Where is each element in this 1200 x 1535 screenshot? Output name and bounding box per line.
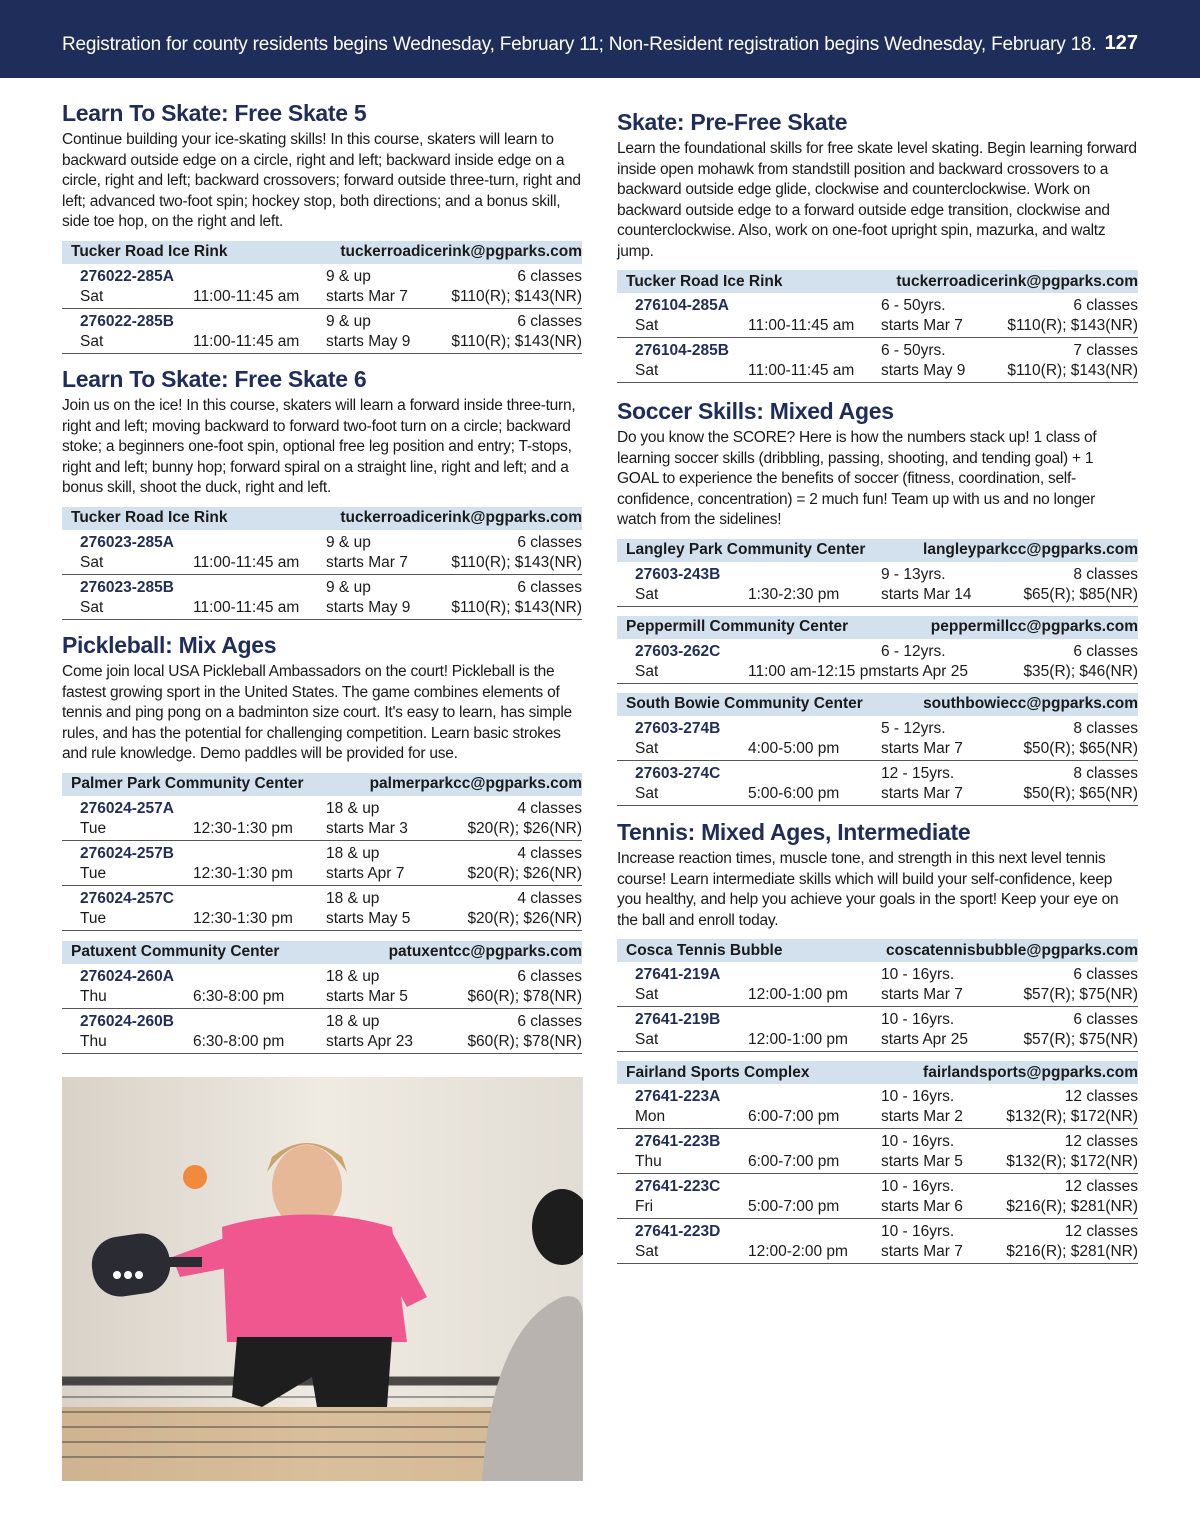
location-email-link[interactable]: tuckerroadicerink@pgparks.com — [896, 272, 1138, 290]
location-name: Tucker Road Ice Rink — [71, 509, 228, 526]
section-free-skate-6 — [62, 366, 582, 620]
course-row — [62, 886, 582, 931]
course-fee: $20(R); $26(NR) — [467, 864, 582, 882]
location-name: South Bowie Community Center — [626, 695, 863, 712]
course-day: Sat — [80, 332, 104, 350]
course-classes: 6 classes — [517, 267, 582, 285]
course-classes: 6 classes — [1073, 966, 1138, 983]
location-header — [617, 1061, 1138, 1084]
course-id: 276023-285A — [80, 533, 174, 551]
course-id: 276024-257A — [80, 799, 174, 817]
course-day: Fri — [635, 1198, 654, 1215]
page-number: 127 — [1104, 32, 1138, 54]
course-row — [617, 562, 1138, 607]
location-name: Patuxent Community Center — [71, 943, 280, 960]
location-email-link[interactable]: tuckerroadicerink@pgparks.com — [340, 243, 582, 260]
course-age: 12 - 15yrs. — [881, 764, 955, 782]
course-row — [62, 264, 582, 309]
course-fee: $50(R); $65(NR) — [1023, 739, 1138, 757]
course-day: Sat — [635, 739, 659, 757]
course-classes: 6 classes — [517, 967, 582, 985]
course-time: 6:00-7:00 pm — [748, 1108, 840, 1125]
course-day: Sat — [635, 1243, 659, 1260]
course-age: 9 & up — [326, 267, 371, 285]
course-classes: 6 classes — [1073, 642, 1138, 660]
location-header — [617, 270, 1138, 293]
registration-notice: Registration for county residents begins Wednesday, February 11; Non-Resident registration begins Wednesday, February 18. — [62, 34, 1097, 55]
course-age: 18 & up — [326, 889, 380, 907]
course-fee: $35(R); $46(NR) — [1023, 662, 1138, 680]
location-block — [617, 539, 1138, 607]
course-time: 1:30-2:30 pm — [748, 585, 840, 603]
course-id: 276104-285B — [635, 342, 729, 359]
course-day: Tue — [80, 864, 107, 882]
section-description: Learn the foundational skills for free skate level skating. Begin learning forward inside open mohawk from standstill position and backward crossovers to a backward outside edge glide, clockwise and counterclockwise. Work on backward outside edge to a forward outside edge transition, clockwise and counterclockwise. Also, work on one-foot upright spin, mazurka, and waltz jump. — [617, 140, 1137, 260]
registration-banner — [0, 0, 1200, 78]
course-start: starts May 5 — [326, 909, 411, 927]
course-fee: $132(R); $172(NR) — [1006, 1153, 1138, 1170]
course-start: starts Mar 14 — [881, 585, 972, 603]
course-day: Sat — [635, 784, 659, 802]
course-row — [617, 639, 1138, 684]
course-age: 18 & up — [326, 844, 380, 862]
course-id: 276022-285B — [80, 312, 174, 330]
course-time: 11:00-11:45 am — [748, 317, 855, 334]
course-day: Sat — [635, 662, 659, 680]
course-classes: 4 classes — [517, 799, 582, 817]
section-title: Learn To Skate: Free Skate 5 — [62, 100, 367, 126]
location-header — [617, 539, 1138, 562]
course-fee: $60(R); $78(NR) — [467, 1032, 582, 1050]
course-time: 6:30-8:00 pm — [193, 987, 285, 1005]
course-day: Mon — [635, 1108, 666, 1125]
course-start: starts May 9 — [881, 362, 966, 379]
course-fee: $20(R); $26(NR) — [467, 819, 582, 837]
course-day: Tue — [80, 819, 107, 837]
course-day: Sat — [635, 362, 659, 379]
course-id: 276022-285A — [80, 267, 174, 285]
location-email-link[interactable]: fairlandsports@pgparks.com — [923, 1063, 1138, 1081]
course-row — [617, 338, 1138, 383]
course-age: 9 & up — [326, 533, 371, 551]
course-fee: $132(R); $172(NR) — [1006, 1108, 1138, 1125]
course-row — [62, 309, 582, 354]
pickleball-player-photo — [62, 1077, 583, 1481]
location-header — [617, 693, 1138, 716]
course-start: starts Apr 23 — [326, 1032, 414, 1050]
course-time: 12:30-1:30 pm — [193, 909, 293, 927]
course-row — [617, 761, 1138, 806]
location-name: Palmer Park Community Center — [71, 775, 304, 792]
course-fee: $65(R); $85(NR) — [1023, 585, 1138, 603]
course-row — [62, 530, 582, 575]
course-classes: 12 classes — [1064, 1133, 1138, 1150]
course-time: 11:00-11:45 am — [748, 362, 855, 379]
section-pre-free-skate — [617, 109, 1138, 383]
course-classes: 6 classes — [517, 578, 582, 596]
section-description: Join us on the ice! In this course, skaters will learn a forward inside three-turn, right and left; moving backward to forward two-foot turn on a circle; backward stoke; a beginners one-foot spin, optional free leg position and entry; T-stops, right and left; bunny hop; forward spiral on a straight line, right and left; and a bonus skill, shoot the duck, right and left. — [62, 397, 576, 496]
course-fee: $57(R); $75(NR) — [1023, 986, 1138, 1003]
course-fee: $110(R); $143(NR) — [451, 553, 582, 571]
course-start: starts Apr 7 — [326, 864, 405, 882]
location-header — [62, 773, 582, 796]
course-classes: 12 classes — [1064, 1088, 1138, 1105]
course-start: starts Mar 2 — [881, 1108, 963, 1125]
course-classes: 6 classes — [517, 1012, 582, 1030]
course-start: starts Mar 7 — [881, 784, 963, 802]
location-name: Langley Park Community Center — [626, 541, 866, 558]
course-day: Sat — [80, 598, 104, 616]
location-name: Tucker Road Ice Rink — [71, 243, 228, 260]
course-row — [62, 1009, 582, 1054]
course-id: 27641-223A — [635, 1088, 721, 1105]
location-email-link[interactable]: southbowiecc@pgparks.com — [923, 695, 1138, 712]
location-header — [62, 941, 582, 964]
course-classes: 8 classes — [1073, 565, 1138, 583]
course-day: Sat — [635, 986, 659, 1003]
course-start: starts May 9 — [326, 598, 411, 616]
course-time: 11:00-11:45 am — [193, 287, 300, 305]
course-age: 10 - 16yrs. — [881, 966, 955, 983]
course-fee: $110(R); $143(NR) — [1007, 317, 1138, 334]
course-fee: $216(R); $281(NR) — [1006, 1198, 1138, 1215]
location-block — [62, 241, 582, 354]
location-email-link[interactable]: peppermillcc@pgparks.com — [930, 618, 1138, 635]
course-age: 9 & up — [326, 578, 371, 596]
course-id: 27603-262C — [635, 642, 721, 660]
course-id: 27603-243B — [635, 565, 721, 583]
course-id: 27603-274C — [635, 764, 721, 782]
course-id: 276024-260A — [80, 967, 174, 985]
location-header — [617, 616, 1138, 639]
course-day: Sat — [635, 317, 659, 334]
course-id: 27641-219B — [635, 1011, 721, 1028]
course-row — [62, 841, 582, 886]
course-age: 18 & up — [326, 967, 380, 985]
location-header — [617, 939, 1138, 962]
course-id: 27641-223B — [635, 1133, 721, 1150]
course-start: starts Mar 7 — [326, 287, 408, 305]
course-row — [617, 1129, 1138, 1174]
course-id: 276104-285A — [635, 297, 729, 314]
course-start: starts May 9 — [326, 332, 411, 350]
course-time: 6:00-7:00 pm — [748, 1153, 840, 1170]
location-block — [617, 270, 1138, 383]
course-day: Sat — [80, 553, 104, 571]
section-title: Tennis: Mixed Ages, Intermediate — [617, 819, 971, 845]
course-age: 6 - 12yrs. — [881, 642, 946, 660]
course-id: 276023-285B — [80, 578, 174, 596]
course-classes: 8 classes — [1073, 764, 1138, 782]
section-description: Increase reaction times, muscle tone, and strength in this next level tennis course! Learn intermediate skills which will build your self-confidence, keep you healthy, and help you achieve your goals in the sport! Keep your eye on the ball and enroll today. — [617, 850, 1119, 929]
course-time: 5:00-6:00 pm — [748, 784, 840, 802]
location-header — [62, 507, 582, 530]
section-title: Pickleball: Mix Ages — [62, 632, 277, 658]
course-age: 18 & up — [326, 1012, 380, 1030]
section-soccer — [617, 398, 1138, 806]
course-fee: $110(R); $143(NR) — [451, 287, 582, 305]
course-row — [62, 964, 582, 1009]
location-email-link[interactable]: langleyparkcc@pgparks.com — [923, 541, 1138, 558]
course-classes: 4 classes — [517, 844, 582, 862]
course-start: starts Mar 5 — [326, 987, 408, 1005]
course-classes: 4 classes — [517, 889, 582, 907]
course-age: 9 - 13yrs. — [881, 565, 946, 583]
course-row — [617, 1219, 1138, 1264]
course-start: starts Mar 6 — [881, 1198, 963, 1215]
course-id: 276024-257B — [80, 844, 174, 862]
course-id: 27641-223D — [635, 1223, 721, 1240]
course-age: 10 - 16yrs. — [881, 1178, 955, 1195]
location-email-link[interactable]: palmerparkcc@pgparks.com — [369, 775, 582, 792]
course-classes: 12 classes — [1064, 1223, 1138, 1240]
course-row — [62, 575, 582, 620]
course-classes: 6 classes — [1073, 1011, 1138, 1028]
course-fee: $20(R); $26(NR) — [467, 909, 582, 927]
section-description: Continue building your ice-skating skills! In this course, skaters will learn to backward outside edge on a circle, right and left; backward inside edge on a circle, right and left; backward crossovers; forward outside three-turn, right and left; advanced two-foot spin; hockey stop, both directions; and a bonus skill, side toe hop, on the right and left. — [62, 131, 581, 230]
course-time: 11:00-11:45 am — [193, 332, 300, 350]
course-id: 27641-223C — [635, 1178, 721, 1195]
section-title: Skate: Pre-Free Skate — [617, 109, 848, 135]
location-name: Tucker Road Ice Rink — [626, 272, 783, 290]
course-start: starts Mar 7 — [881, 986, 963, 1003]
course-row — [617, 716, 1138, 761]
location-name: Fairland Sports Complex — [626, 1063, 810, 1081]
section-tennis — [617, 819, 1138, 1264]
course-row — [617, 1174, 1138, 1219]
course-day: Thu — [635, 1153, 662, 1170]
course-age: 6 - 50yrs. — [881, 297, 946, 314]
course-age: 6 - 50yrs. — [881, 342, 946, 359]
course-time: 12:30-1:30 pm — [193, 864, 293, 882]
course-age: 10 - 16yrs. — [881, 1011, 955, 1028]
course-id: 276024-260B — [80, 1012, 174, 1030]
course-day: Tue — [80, 909, 107, 927]
course-classes: 6 classes — [517, 312, 582, 330]
course-row — [617, 1084, 1138, 1129]
location-email-link[interactable]: patuxentcc@pgparks.com — [388, 943, 582, 960]
course-time: 4:00-5:00 pm — [748, 739, 840, 757]
section-description: Come join local USA Pickleball Ambassadors on the court! Pickleball is the fastest growing sport in the United States. The game combines elements of tennis and ping pong on a badminton size court. It's easy to learn, has simple rules, and has the potential for challenging competition. Learn basic strokes and rule knowledge. Demo paddles will be provided for use. — [62, 663, 572, 762]
course-start: starts Apr 25 — [881, 662, 969, 680]
course-age: 10 - 16yrs. — [881, 1088, 955, 1105]
section-title: Soccer Skills: Mixed Ages — [617, 398, 894, 424]
location-header — [62, 241, 582, 264]
course-classes: 7 classes — [1073, 342, 1138, 359]
course-id: 27641-219A — [635, 966, 721, 983]
course-start: starts Mar 5 — [881, 1153, 963, 1170]
course-age: 5 - 12yrs. — [881, 719, 946, 737]
location-block — [617, 616, 1138, 684]
course-day: Sat — [635, 1031, 659, 1048]
section-free-skate-5 — [62, 100, 582, 354]
course-fee: $50(R); $65(NR) — [1023, 784, 1138, 802]
course-classes: 6 classes — [1073, 297, 1138, 314]
course-time: 12:00-1:00 pm — [748, 1031, 848, 1048]
course-start: starts Mar 7 — [881, 739, 963, 757]
course-day: Thu — [80, 1032, 107, 1050]
course-fee: $216(R); $281(NR) — [1006, 1243, 1138, 1260]
course-time: 5:00-7:00 pm — [748, 1198, 840, 1215]
course-day: Thu — [80, 987, 107, 1005]
course-row — [617, 1007, 1138, 1052]
course-time: 12:30-1:30 pm — [193, 819, 293, 837]
course-day: Sat — [80, 287, 104, 305]
course-start: starts Mar 7 — [881, 1243, 963, 1260]
course-time: 12:00-2:00 pm — [748, 1243, 848, 1260]
course-start: starts Apr 25 — [881, 1031, 969, 1048]
location-block — [62, 773, 582, 931]
course-start: starts Mar 7 — [326, 553, 408, 571]
course-start: starts Mar 7 — [881, 317, 963, 334]
course-id: 276024-257C — [80, 889, 174, 907]
course-time: 11:00-11:45 am — [193, 598, 300, 616]
course-time: 11:00 am-12:15 pm — [748, 662, 882, 680]
location-block — [62, 941, 582, 1054]
course-classes: 12 classes — [1064, 1178, 1138, 1195]
course-fee: $110(R); $143(NR) — [1007, 362, 1138, 379]
course-row — [62, 796, 582, 841]
location-block — [62, 507, 582, 620]
course-age: 18 & up — [326, 799, 380, 817]
course-age: 10 - 16yrs. — [881, 1133, 955, 1150]
section-pickleball — [62, 632, 582, 1054]
course-row — [617, 962, 1138, 1007]
location-block — [617, 693, 1138, 806]
course-day: Sat — [635, 585, 659, 603]
location-block — [617, 1061, 1138, 1264]
course-time: 6:30-8:00 pm — [193, 1032, 285, 1050]
course-fee: $110(R); $143(NR) — [451, 332, 582, 350]
location-name: Cosca Tennis Bubble — [626, 941, 783, 959]
course-row — [617, 293, 1138, 338]
location-name: Peppermill Community Center — [626, 618, 849, 635]
course-time: 11:00-11:45 am — [193, 553, 300, 571]
course-classes: 6 classes — [517, 533, 582, 551]
location-email-link[interactable]: tuckerroadicerink@pgparks.com — [340, 509, 582, 526]
course-classes: 8 classes — [1073, 719, 1138, 737]
course-time: 12:00-1:00 pm — [748, 986, 848, 1003]
location-email-link[interactable]: coscatennisbubble@pgparks.com — [886, 941, 1138, 959]
section-description: Do you know the SCORE? Here is how the numbers stack up! 1 class of learning soccer skills (dribbling, passing, shooting, and tending goal) + 1 GOAL to experience the benefits of soccer (fitness, coordination, self-confidence, concentration) = 2 much fun! Team up with us and no longer watch from the sidelines! — [617, 429, 1097, 528]
course-age: 10 - 16yrs. — [881, 1223, 955, 1240]
course-age: 9 & up — [326, 312, 371, 330]
section-title: Learn To Skate: Free Skate 6 — [62, 366, 367, 392]
course-id: 27603-274B — [635, 719, 721, 737]
course-fee: $57(R); $75(NR) — [1023, 1031, 1138, 1048]
course-fee: $110(R); $143(NR) — [451, 598, 582, 616]
course-start: starts Mar 3 — [326, 819, 408, 837]
location-block — [617, 939, 1138, 1052]
course-fee: $60(R); $78(NR) — [467, 987, 582, 1005]
